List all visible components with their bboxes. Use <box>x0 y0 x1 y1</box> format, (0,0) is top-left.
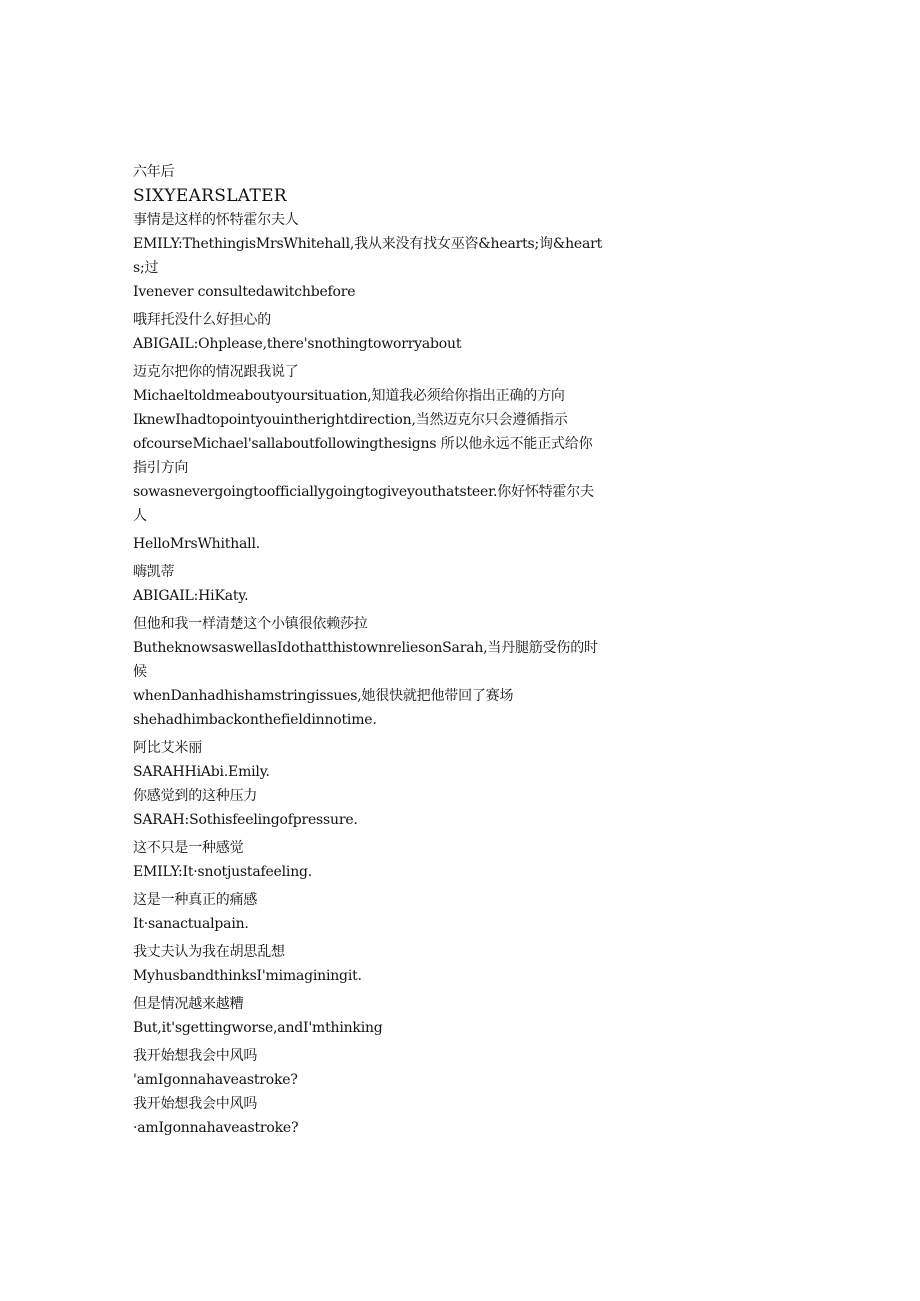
text-line: Ivenever consultedawitchbefore <box>133 284 356 300</box>
text-line: MyhusbandthinksI'mimaginingit. <box>133 968 362 984</box>
text-line: 嗨凯蒂 <box>133 564 175 580</box>
text-line: 你感觉到的这种压力 <box>133 788 258 804</box>
text-line: 哦拜托没什么好担心的 <box>133 312 271 328</box>
heading-en: SIXYEARSLATER <box>133 186 287 206</box>
text-line: 'amIgonnahaveastroke? <box>133 1072 298 1088</box>
heading-zh: 六年后 <box>133 164 175 180</box>
text-line: whenDanhadhishamstringissues,她很快就把他带回了赛场 <box>133 688 514 704</box>
text-line: SARAHHiAbi.Emily. <box>133 764 270 780</box>
text-line: 但是情况越来越糟 <box>133 996 244 1012</box>
text-line: 迈克尔把你的情况跟我说了 <box>133 364 299 380</box>
text-line: 阿比艾米丽 <box>133 740 202 756</box>
text-line: 这不只是一种感觉 <box>133 840 244 856</box>
text-line: HelloMrsWhithall. <box>133 536 260 552</box>
text-line: 我开始想我会中风吗 <box>133 1096 258 1112</box>
text-line: IknewIhadtopointyouintherightdirection,当然迈克尔只会遵循指示 <box>133 412 568 428</box>
text-line: shehadhimbackonthefieldinnotime. <box>133 712 377 728</box>
text-line: SARAH:Sothisfeelingofpressure. <box>133 812 358 828</box>
text-line: ButheknowsaswellasIdothatthistownreliesonSarah,当丹腿筋受伤的时候 <box>133 640 598 680</box>
text-line: EMILY:ThethingisMrsWhitehall,我从来没有找女巫咨&hearts;询&hearts;过 <box>133 236 603 276</box>
text-line: 我丈夫认为我在胡思乱想 <box>133 944 285 960</box>
transcript-text <box>133 160 603 1140</box>
text-line: But,it'sgettingworse,andI'mthinking <box>133 1020 383 1036</box>
text-line: 这是一种真正的痛感 <box>133 892 258 908</box>
text-line: ABIGAIL:HiKaty. <box>133 588 249 604</box>
text-line: 我开始想我会中风吗 <box>133 1048 258 1064</box>
text-line: EMILY:It·snotjustafeeling. <box>133 864 313 880</box>
text-line: sowasnevergoingtoofficiallygoingtogiveyouthatsteer.你好怀特霍尔夫人 <box>133 484 594 524</box>
text-line: ABIGAIL:Ohplease,there'snothingtoworryabout <box>133 336 462 352</box>
text-line: ofcourseMichael'sallaboutfollowingthesigns 所以他永远不能正式给你指引方向 <box>133 436 593 476</box>
text-line: It·sanactualpain. <box>133 916 249 932</box>
text-line: 但他和我一样清楚这个小镇很依赖莎拉 <box>133 616 368 632</box>
text-line: ·amIgonnahaveastroke? <box>133 1120 299 1136</box>
text-line: Michaeltoldmeaboutyoursituation,知道我必须给你指出正确的方向 <box>133 388 565 404</box>
text-line: 事情是这样的怀特霍尔夫人 <box>133 212 299 228</box>
